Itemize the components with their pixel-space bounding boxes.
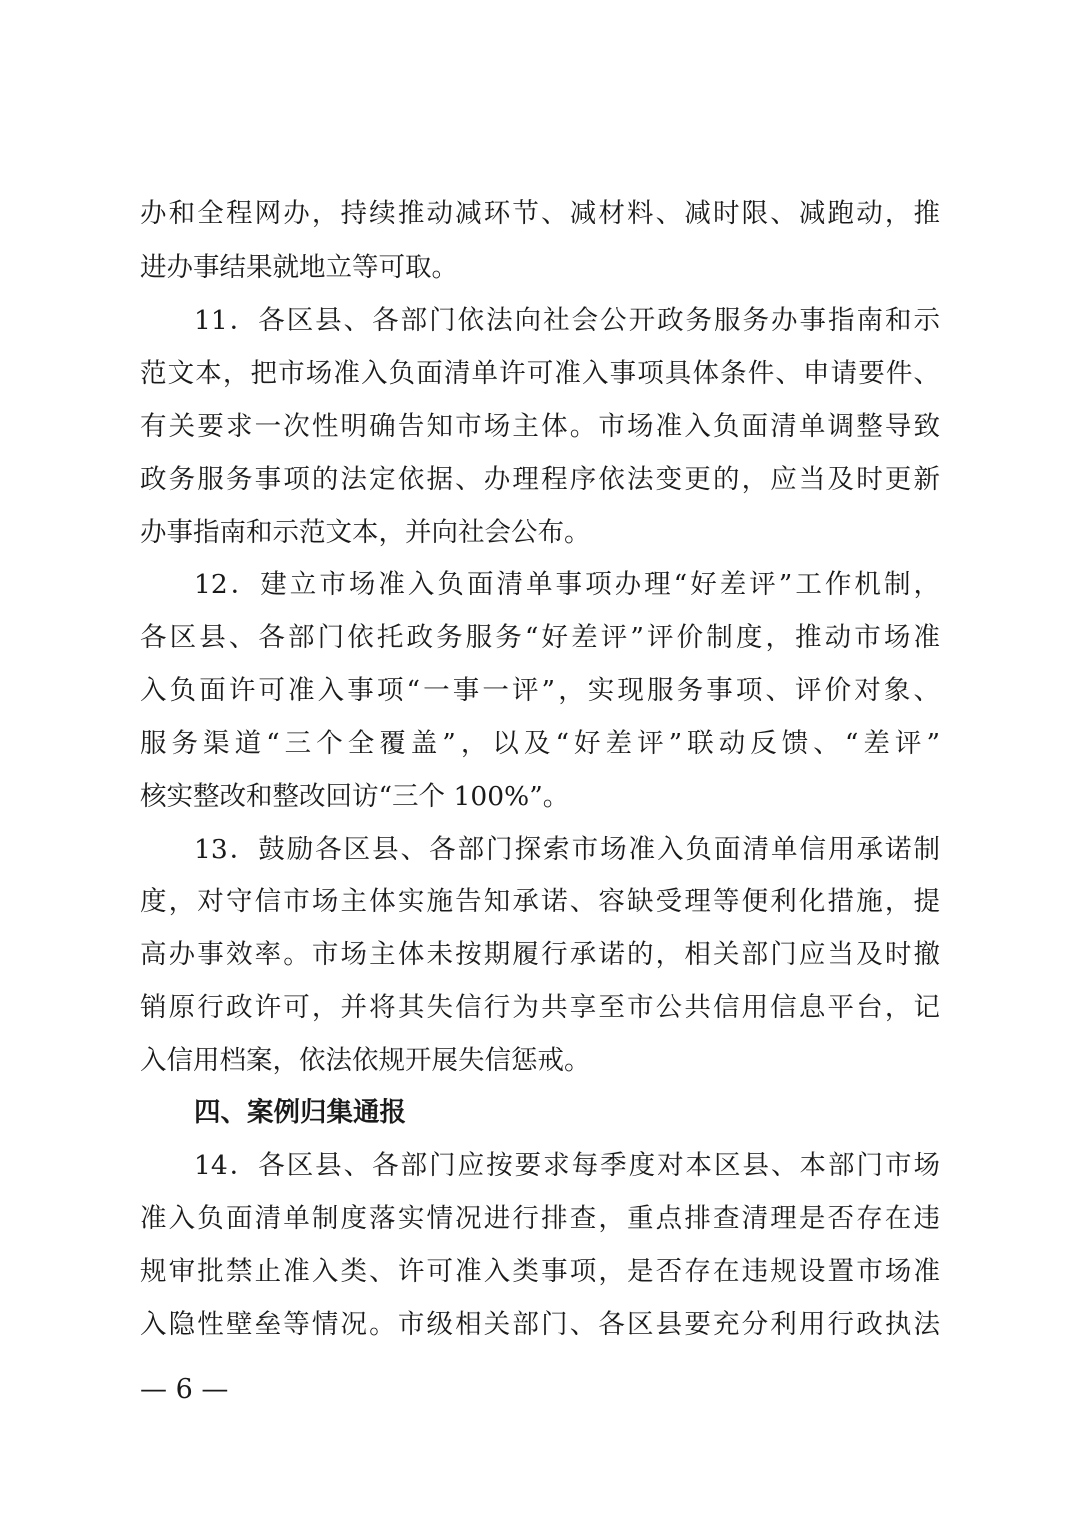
text-line: 进办事结果就地立等可取。 <box>140 252 458 283</box>
text-line: 范文本，把市场准入负面清单许可准入事项具体条件、申请要件、 <box>140 358 940 389</box>
text-line: 各区县、各部门依托政务服务“好差评”评价制度，推动市场准 <box>140 622 940 653</box>
text-line: 入隐性壁垒等情况。市级相关部门、各区县要充分利用行政执法 <box>140 1309 940 1340</box>
page-number: — 6 — <box>140 1374 229 1405</box>
text-line: 高办事效率。市场主体未按期履行承诺的，相关部门应当及时撤 <box>140 939 940 970</box>
text-line: 办和全程网办，持续推动减环节、减材料、减时限、减跑动，推 <box>140 198 940 229</box>
text-line: 入信用档案，依法依规开展失信惩戒。 <box>140 1045 591 1076</box>
text-line: 入负面许可准入事项“一事一评”，实现服务事项、评价对象、 <box>140 675 940 706</box>
text-line: 度，对守信市场主体实施告知承诺、容缺受理等便利化措施，提 <box>140 886 940 917</box>
text-line: 规审批禁止准入类、许可准入类事项，是否存在违规设置市场准 <box>140 1256 940 1287</box>
text-line: 核实整改和整改回访“三个 100%”。 <box>140 781 570 812</box>
paragraph-12-first-line: 12．建立市场准入负面清单事项办理“好差评”工作机制， <box>194 569 940 600</box>
section-heading: 四、案例归集通报 <box>194 1097 406 1128</box>
paragraph-13-first-line: 13．鼓励各区县、各部门探索市场准入负面清单信用承诺制 <box>194 834 940 865</box>
text-line: 政务服务事项的法定依据、办理程序依法变更的，应当及时更新 <box>140 464 940 495</box>
text-line: 准入负面清单制度落实情况进行排查，重点排查清理是否存在违 <box>140 1203 940 1234</box>
paragraph-11-first-line: 11．各区县、各部门依法向社会公开政务服务办事指南和示 <box>194 305 940 336</box>
text-line: 服务渠道“三个全覆盖”，以及“好差评”联动反馈、“差评” <box>140 728 940 759</box>
text-line: 销原行政许可，并将其失信行为共享至市公共信用信息平台，记 <box>140 992 940 1023</box>
text-line: 办事指南和示范文本，并向社会公布。 <box>140 517 591 548</box>
paragraph-14-first-line: 14．各区县、各部门应按要求每季度对本区县、本部门市场 <box>194 1150 940 1181</box>
text-line: 有关要求一次性明确告知市场主体。市场准入负面清单调整导致 <box>140 411 940 442</box>
